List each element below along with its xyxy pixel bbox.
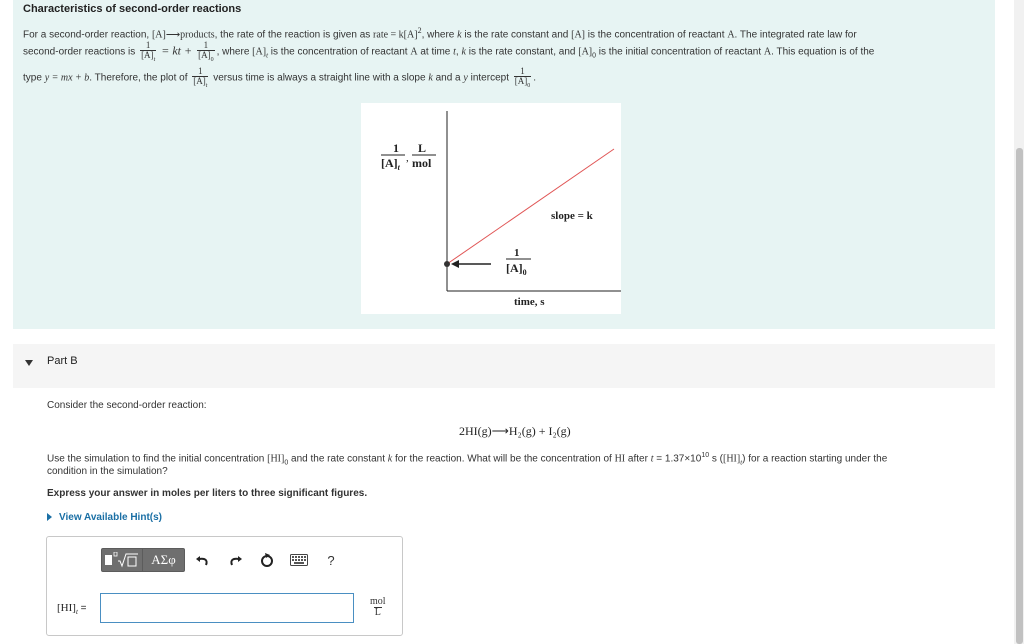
equation-text: = kt + — [158, 43, 196, 58]
frac-den — [197, 50, 215, 63]
hint-link-label[interactable]: View Available Hint(s) — [59, 512, 162, 523]
var-A-name: A — [410, 46, 418, 58]
var-HIt: [HI] — [723, 453, 741, 465]
text: is the rate constant and — [461, 29, 572, 41]
var-A-name: A — [727, 29, 735, 41]
unit-den: L — [374, 607, 381, 618]
var-A: [A] — [252, 46, 267, 58]
graph-svg — [361, 103, 621, 314]
frac-den — [514, 76, 532, 89]
expand-caret-icon — [47, 513, 52, 521]
text: , — [455, 46, 462, 58]
frac-num: 1 — [520, 66, 525, 76]
templates-icon — [104, 552, 140, 568]
text: after — [625, 453, 651, 465]
question-line-2: condition in the simulation? — [47, 466, 168, 477]
templates-button[interactable] — [101, 548, 143, 572]
reaction-text: [A]⟶products — [151, 29, 215, 41]
answer-var-sub: t — [75, 608, 78, 617]
instruction-text: Express your answer in moles per liters to three significant figures. — [47, 488, 368, 499]
subscript: 0 — [592, 52, 597, 60]
var-t: t — [650, 453, 654, 465]
answer-panel — [46, 536, 403, 636]
answer-var: [HI] — [57, 602, 76, 614]
undo-icon — [195, 553, 211, 567]
y-label-den-text: [A] — [381, 156, 398, 170]
text: s ( — [709, 453, 723, 465]
var-y: y — [463, 72, 468, 84]
text: intercept — [467, 72, 512, 84]
exponent: 10 — [701, 452, 710, 459]
text: For a second-order reaction, — [23, 29, 152, 41]
subscript: t — [266, 51, 269, 60]
text: Use the simulation to find the initial concentration — [47, 453, 268, 465]
data-line — [447, 149, 614, 264]
symbols-button[interactable]: ΑΣφ — [143, 548, 185, 572]
frac-num: 1 — [203, 40, 209, 50]
intercept-num: 1 — [514, 247, 520, 259]
frac-num: 1 — [198, 66, 203, 76]
text: is the concentration of reactant — [585, 29, 728, 41]
y-unit-den: mol — [412, 156, 432, 170]
text: is the concentration of reactant — [268, 46, 411, 58]
text: and the rate constant — [288, 453, 388, 465]
rate-expression: rate = k[A] — [373, 29, 418, 41]
linear-equation: y = mx + b — [44, 72, 90, 84]
frac-den-text: [A] — [198, 50, 211, 60]
help-button[interactable]: ? — [327, 552, 335, 568]
text: and a — [432, 72, 464, 84]
frac-den — [192, 76, 208, 89]
unit-fraction — [369, 597, 387, 618]
frac-sub: t — [153, 56, 156, 63]
equals-sign: = — [77, 603, 87, 614]
frac-den — [140, 50, 156, 63]
undo-button[interactable] — [189, 548, 217, 572]
fraction-inv-At — [140, 41, 156, 63]
var-k: k — [387, 453, 393, 465]
intercept-point — [444, 261, 450, 267]
frac-den-text: [A] — [141, 50, 154, 60]
intro-line-3 — [23, 67, 536, 89]
time-value: = 1.37×10 — [653, 453, 702, 465]
redo-icon — [227, 553, 243, 567]
answer-input[interactable] — [100, 593, 354, 623]
scrollbar-thumb[interactable] — [1016, 148, 1023, 644]
y-unit-num: L — [418, 141, 427, 155]
text: , the rate of the reaction is given as — [214, 29, 374, 41]
reaction-equation: 2HI(g)⟶H₂(g) + I₂(g) — [459, 424, 571, 438]
view-hints-link[interactable] — [47, 512, 162, 523]
graph-figure — [361, 103, 621, 314]
subscript: t — [740, 458, 743, 467]
section-title: Characteristics of second-order reactions — [23, 3, 242, 15]
var-HI: HI — [614, 453, 626, 465]
intercept-sub: 0 — [522, 268, 527, 277]
text: versus time is always a straight line with a slope — [210, 72, 429, 84]
slope-label: slope = k — [551, 210, 593, 222]
intercept-den — [506, 261, 527, 277]
frac-sub: 0 — [210, 56, 214, 63]
fraction-inv-A0 — [197, 41, 215, 63]
text: for the reaction. What will be the concentration of — [392, 453, 615, 465]
var-k: k — [457, 29, 462, 41]
x-label: time, s — [514, 296, 545, 308]
text: , where — [421, 29, 458, 41]
text: at time — [417, 46, 454, 58]
exponent: 2 — [417, 26, 422, 35]
intro-line-2 — [23, 41, 874, 63]
var-A: [A] — [571, 29, 585, 41]
arrow-head-icon — [451, 260, 459, 268]
subscript: 0 — [284, 459, 289, 467]
redo-button[interactable] — [221, 548, 249, 572]
part-b-title: Part B — [47, 355, 78, 367]
text: . This equation is of the — [771, 46, 875, 58]
var-t: t — [453, 46, 456, 58]
text: second-order reactions is — [23, 46, 139, 58]
unit-num: mol — [370, 596, 386, 607]
reset-icon — [259, 552, 275, 568]
reset-button[interactable] — [253, 548, 281, 572]
text: is the rate constant, and — [465, 46, 579, 58]
consider-text: Consider the second-order reaction: — [47, 400, 207, 411]
text: . Therefore, the plot of — [89, 72, 191, 84]
var-HI0: [HI] — [267, 453, 285, 465]
intercept-den-text: [A] — [506, 261, 523, 275]
collapse-caret-icon[interactable] — [25, 360, 33, 366]
math-toolbar — [101, 546, 345, 574]
var-A-name: A — [763, 46, 772, 58]
var-k: k — [428, 72, 433, 84]
text: ) for a reaction starting under the — [742, 453, 888, 465]
part-b-header[interactable] — [13, 344, 995, 388]
frac-den-text: [A] — [514, 76, 528, 86]
y-label-comma: , — [406, 152, 409, 164]
var-k: k — [461, 46, 466, 58]
keyboard-icon — [290, 554, 308, 566]
frac-den-text: [A] — [193, 76, 206, 86]
fraction-inv-At — [192, 67, 208, 89]
frac-sub: t — [205, 82, 208, 89]
text: type — [23, 72, 45, 84]
question-line-1 — [47, 452, 887, 466]
frac-num: 1 — [145, 40, 151, 50]
keyboard-button[interactable] — [285, 548, 313, 572]
text: , where — [216, 46, 253, 58]
fraction-inv-A0 — [514, 67, 532, 89]
y-label-sub: t — [397, 163, 400, 172]
text: . — [533, 72, 537, 84]
text: is the initial concentration of reactant — [596, 46, 764, 58]
frac-sub: 0 — [527, 82, 531, 89]
intro-line-1 — [23, 26, 857, 40]
var-A: [A] — [578, 46, 593, 58]
y-label-den — [381, 156, 401, 172]
answer-variable-label — [57, 602, 87, 616]
text: . The integrated rate law for — [734, 29, 857, 41]
y-label-num: 1 — [393, 141, 399, 155]
